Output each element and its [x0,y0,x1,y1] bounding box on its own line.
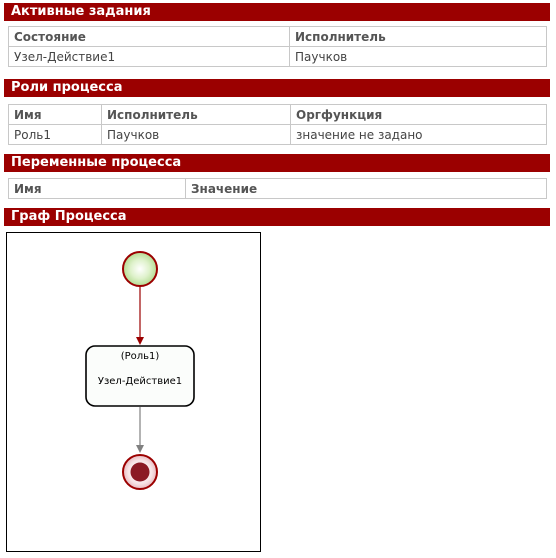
process-variables-table [8,178,547,199]
process-roles-header: Роли процесса [4,79,550,97]
column-header-orgfunction[interactable]: Оргфункция [291,105,547,125]
table-header-row [9,179,547,199]
table-row[interactable] [9,47,547,67]
column-header-value[interactable]: Значение [186,179,547,199]
column-header-executor[interactable]: Исполнитель [290,27,547,47]
role-orgfunction-cell: значение не задано [291,125,547,145]
column-header-state[interactable]: Состояние [9,27,290,47]
process-variables-header: Переменные процесса [4,154,550,172]
task-state-cell: Узел-Действие1 [9,47,290,67]
task-node-role: (Роль1) [120,351,160,362]
process-graph-canvas [6,232,261,552]
process-graph-header: Граф Процесса [4,208,550,226]
task-node[interactable] [86,346,194,406]
column-header-name[interactable]: Имя [9,105,102,125]
table-row[interactable] [9,125,547,145]
table-header-row [9,27,547,47]
task-node-label: Узел-Действие1 [97,376,183,387]
start-event-icon[interactable] [123,252,157,286]
active-tasks-table [8,26,547,67]
table-header-row [9,105,547,125]
task-executor-cell: Паучков [290,47,547,67]
end-event-icon[interactable] [123,455,157,489]
column-header-name[interactable]: Имя [9,179,186,199]
process-roles-table [8,104,547,145]
active-tasks-header: Активные задания [4,3,550,21]
role-name-cell: Роль1 [9,125,102,145]
role-executor-cell: Паучков [102,125,291,145]
process-graph-svg [7,233,260,551]
column-header-executor[interactable]: Исполнитель [102,105,291,125]
